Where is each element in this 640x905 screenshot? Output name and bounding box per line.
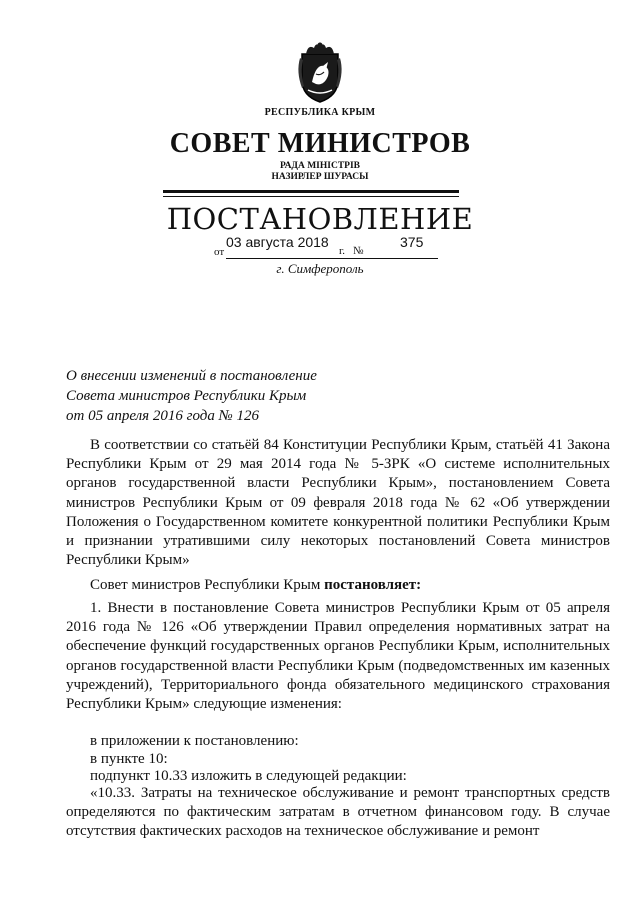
date-underline [226,258,438,259]
point-line: в пункте 10: [90,751,168,767]
republic-name: РЕСПУБЛИКА КРЫМ [264,107,376,118]
coat-of-arms-icon [294,40,346,104]
resolves-text: Совет министров Республики Крым [90,577,325,593]
document-type-title: ПОСТАНОВЛЕНИЕ [166,202,474,236]
resolves-keyword: постановляет: [324,577,422,593]
subject-line: Совета министров Республики Крым [66,388,307,404]
council-name: СОВЕТ МИНИСТРОВ [169,128,471,159]
document-date: 03 августа 2018 [226,234,329,250]
header-thick-rule [163,190,459,193]
quote-paragraph: «10.33. Затраты на техническое обслуживание и ремонт транспортных средств определяются по фактическим затратам в отчетном финансовом году. В случае отсутствия фактических расходов на техническое обслуживание и ремонт [66,785,610,840]
resolves-paragraph [66,576,610,595]
document-subject [66,366,317,426]
annex-line: в приложении к постановлению: [90,733,299,749]
subject-line: О внесении изменений в постановление [66,368,317,384]
council-name-ukrainian: РАДА МІНІСТРІВ [279,161,360,171]
item-1-paragraph: 1. Внести в постановление Совета министров Республики Крым от 05 апреля 2016 года № 126 «Об утверждении Правил определения нормативных затрат на обеспечение функций государственных органов Республики Крым, исполнительных органов государственной власти Республики Крым (подведомственных им казенных учреждений), Территориального фонда обязательного медицинского страхования Республики Крым» следующие изменения: [66,600,610,713]
header-thin-rule [163,196,459,197]
preamble-paragraph: В соответствии со статьёй 84 Конституции Республики Крым, статьёй 41 Закона Республики Крым от 29 мая 2014 года № 5-ЗРК «О системе исполнительных органов государственной власти Республики Крым», постановлением Совета министров Республики Крым от 09 февраля 2018 года № 62 «Об утверждении Положения о Государственном комитете конкурентной политики Республики Крым и признании утратившими силу некоторых постановлений Совета министров Республики Крым» [66,437,610,569]
document-city: г. Симферополь [276,261,364,276]
date-prefix: от [214,246,225,258]
year-suffix: г. [339,245,346,257]
number-sign: № [353,245,364,257]
subject-line: от 05 апреля 2016 года № 126 [66,408,260,424]
council-name-tatar: НАЗИРЛЕР ШУРАСЫ [271,172,369,182]
subpoint-line: подпункт 10.33 изложить в следующей редакции: [90,768,407,784]
document-number: 375 [400,234,424,250]
